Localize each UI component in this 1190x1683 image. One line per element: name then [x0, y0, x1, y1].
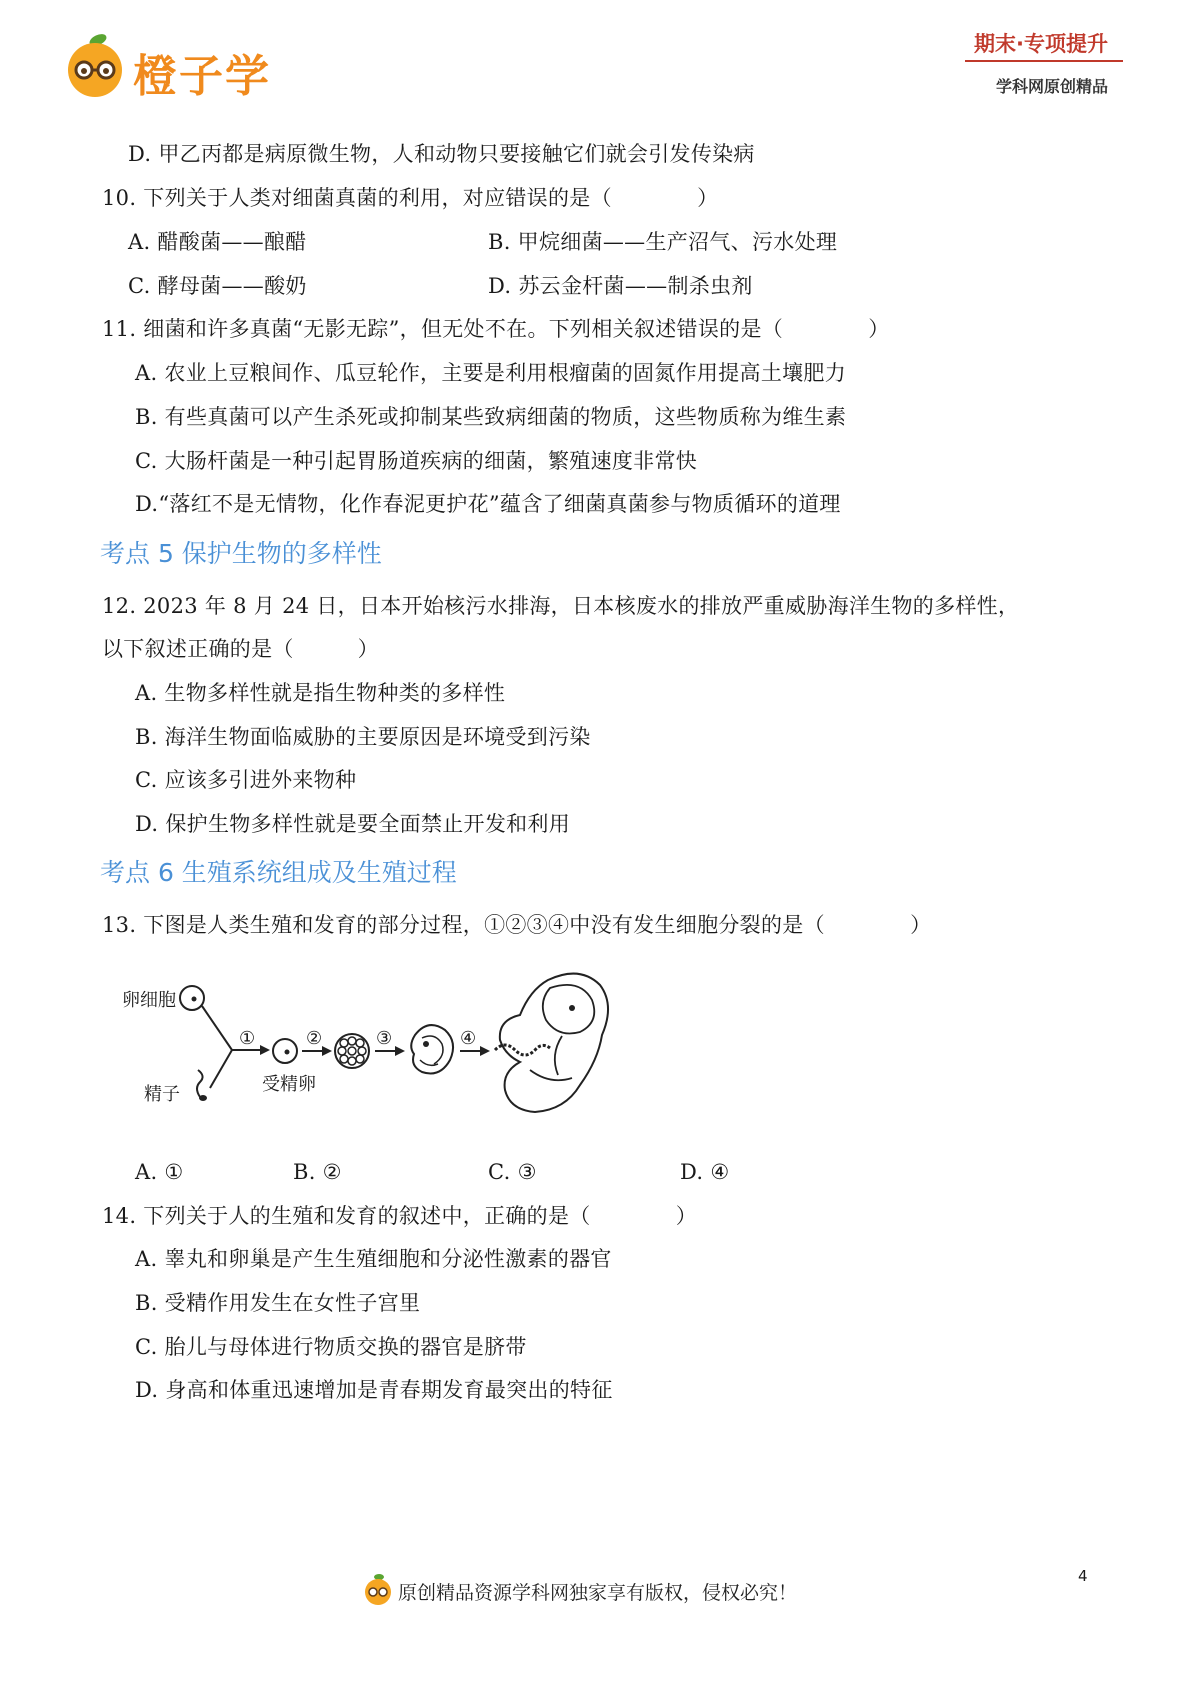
q13-option-c: C. ③	[488, 1160, 537, 1184]
series-title: 期末·专项提升	[974, 32, 1108, 56]
q14-option-a: A. 睾丸和卵巢是产生生殖细胞和分泌性激素的器官	[135, 1247, 612, 1271]
q14-option-b: B. 受精作用发生在女性子宫里	[135, 1291, 421, 1315]
q10-option-b: B. 甲烷细菌——生产沼气、污水处理	[488, 230, 838, 254]
embryo-shape	[411, 1025, 453, 1073]
morula-shape	[335, 1034, 369, 1068]
q14-option-d: D. 身高和体重迅速增加是青春期发育最突出的特征	[135, 1378, 613, 1402]
question-12-line2: 以下叙述正确的是（ ）	[102, 637, 379, 661]
question-10: 10. 下列关于人类对细菌真菌的利用，对应错误的是（ ）	[102, 186, 719, 210]
reproduction-diagram	[110, 960, 670, 1130]
orange-logo-icon	[60, 30, 130, 100]
step-3-label: ③	[376, 1028, 393, 1049]
step-1-label: ①	[239, 1028, 256, 1049]
q12-option-a: A. 生物多样性就是指生物种类的多样性	[135, 681, 506, 705]
orange-footer-icon	[362, 1572, 394, 1606]
q11-option-d: D.“落红不是无情物，化作春泥更护花”蕴含了细菌真菌参与物质循环的道理	[135, 492, 841, 516]
q10-option-c: C. 酵母菌——酸奶	[128, 274, 307, 298]
page-number: 4	[1078, 1567, 1088, 1585]
fetus-shape	[495, 974, 608, 1112]
q11-option-b: B. 有些真菌可以产生杀死或抑制某些致病细菌的物质，这些物质称为维生素	[135, 405, 847, 429]
series-subtitle: 学科网原创精品	[995, 77, 1108, 96]
q12-option-c: C. 应该多引进外来物种	[135, 768, 357, 792]
q10-option-d: D. 苏云金杆菌——制杀虫剂	[488, 274, 753, 298]
q13-option-b: B. ②	[293, 1160, 342, 1184]
q13-option-d: D. ④	[680, 1160, 730, 1184]
question-11: 11. 细菌和许多真菌“无影无踪”，但无处不在。下列相关叙述错误的是（ ）	[102, 317, 890, 341]
step-2-label: ②	[306, 1028, 323, 1049]
step-4-label: ④	[460, 1028, 477, 1049]
q12-option-d: D. 保护生物多样性就是要全面禁止开发和利用	[135, 812, 571, 836]
q11-option-c: C. 大肠杆菌是一种引起胃肠道疾病的细菌，繁殖速度非常快	[135, 449, 698, 473]
question-13: 13. 下图是人类生殖和发育的部分过程，①②③④中没有发生细胞分裂的是（ ）	[102, 913, 932, 937]
question-14: 14. 下列关于人的生殖和发育的叙述中，正确的是（ ）	[102, 1204, 698, 1228]
q12-option-b: B. 海洋生物面临威胁的主要原因是环境受到污染	[135, 725, 591, 749]
q11-option-a: A. 农业上豆粮间作、瓜豆轮作，主要是利用根瘤菌的固氮作用提高土壤肥力	[135, 361, 847, 385]
question-12-line1: 12. 2023 年 8 月 24 日，日本开始核污水排海，日本核废水的排放严重威胁海洋生物的多样性，	[102, 594, 1020, 618]
zygote-label: 受精卵	[262, 1074, 316, 1095]
q13-option-a: A. ①	[135, 1160, 184, 1184]
q10-option-a: A. 醋酸菌——酿醋	[128, 230, 307, 254]
section-heading-5: 考点 5 保护生物的多样性	[100, 539, 382, 568]
header-rule	[965, 60, 1123, 62]
sperm-label: 精子	[144, 1084, 180, 1105]
logo-text: 橙子学	[133, 51, 271, 102]
egg-cell-label: 卵细胞	[122, 990, 176, 1011]
q9-option-d: D. 甲乙丙都是病原微生物，人和动物只要接触它们就会引发传染病	[128, 142, 755, 166]
footer-copyright: 原创精品资源学科网独家享有版权，侵权必究！	[398, 1582, 798, 1604]
q14-option-c: C. 胎儿与母体进行物质交换的器官是脐带	[135, 1335, 527, 1359]
section-heading-6: 考点 6 生殖系统组成及生殖过程	[100, 858, 457, 887]
